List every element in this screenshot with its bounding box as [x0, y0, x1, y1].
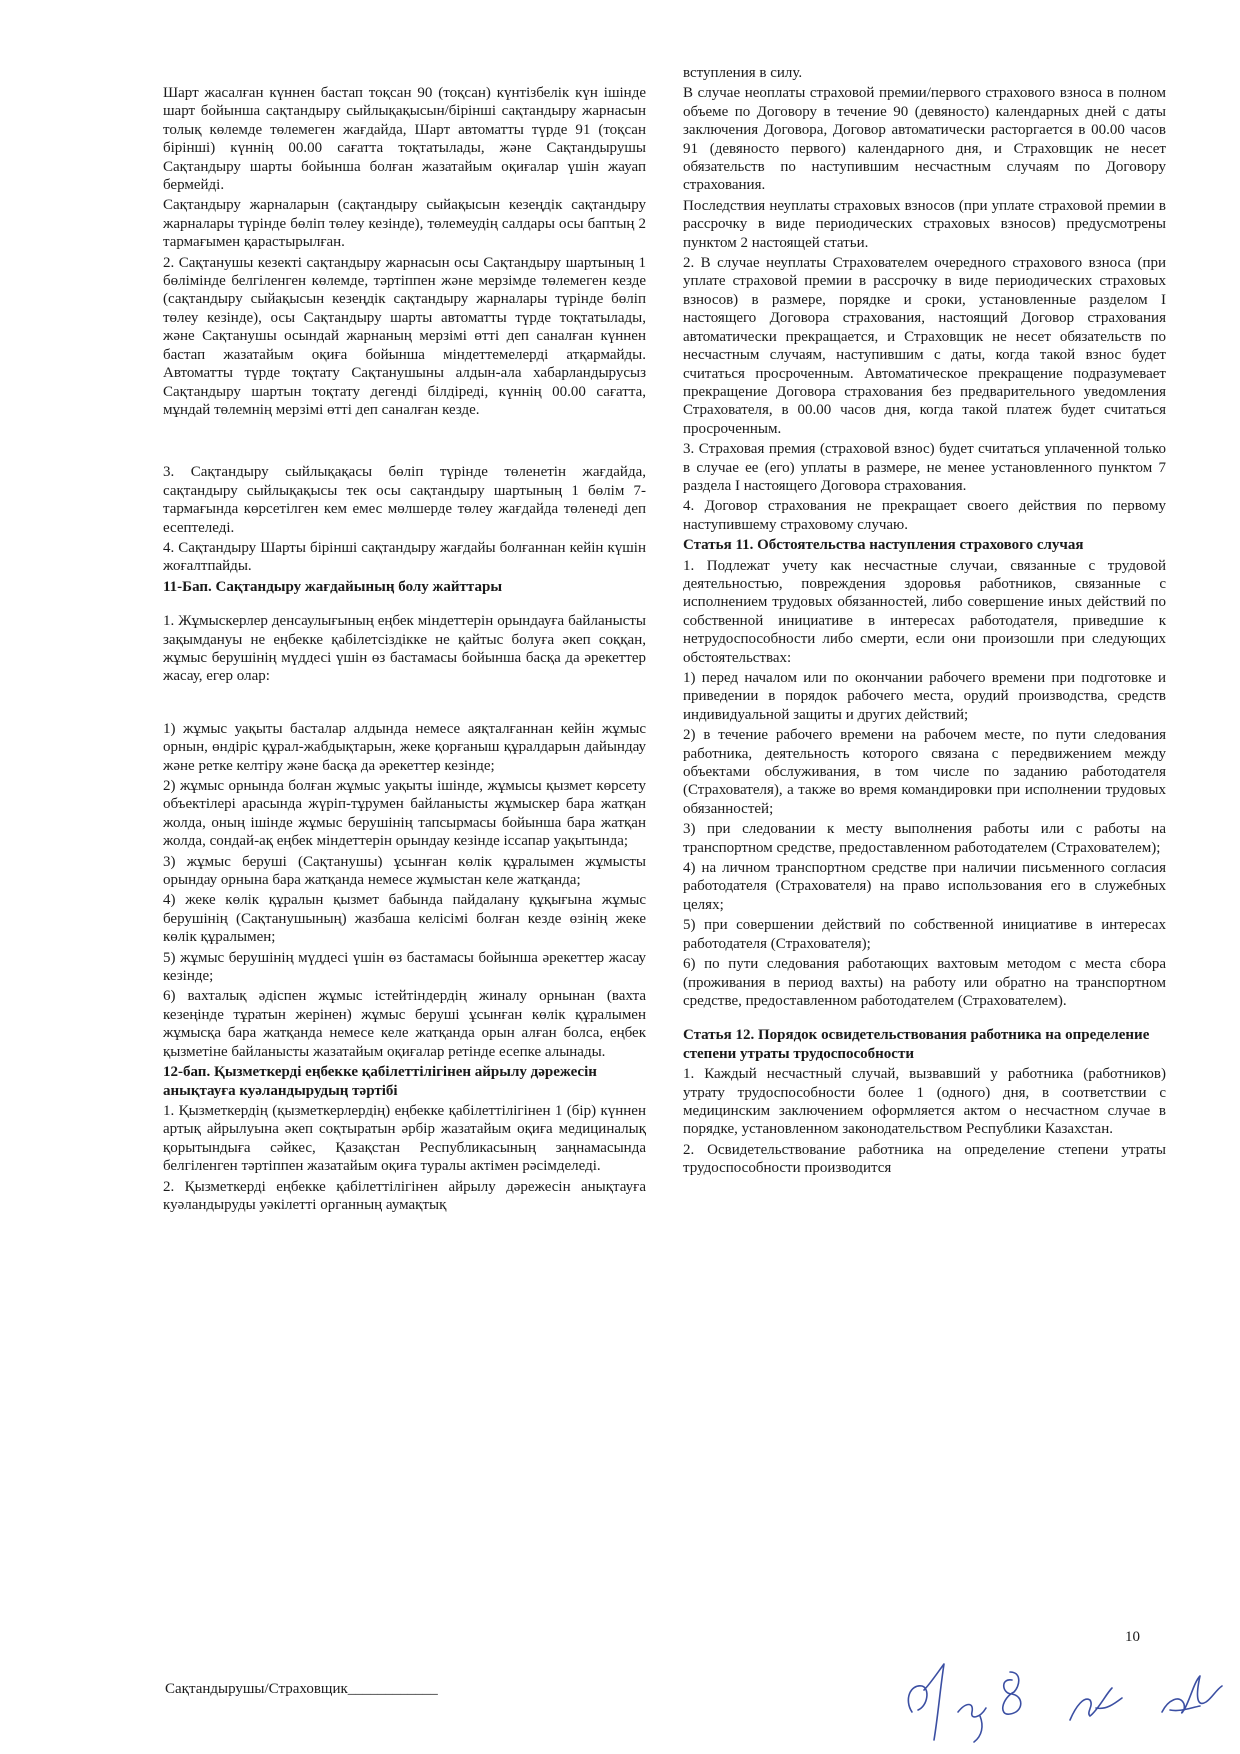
- section-heading-11: 11-Бап. Сақтандыру жағдайының болу жайттары: [163, 578, 503, 595]
- section-heading-12: Статья 12. Порядок освидетельствования работника на определение степени утраты трудоспособности: [683, 1027, 1150, 1062]
- list-item: 3) жұмыс беруші (Сақтанушы) ұсынған көлік құралымен жұмысты орындау орнына бара жатқанда немесе жұмыстан келе жатқанда;: [163, 853, 646, 889]
- list-item: 1) жұмыс уақыты басталар алдында немесе аяқталғаннан кейін жұмыс орнын, өндіріс құрал-жабдықтарын, жеке қорғаныш құралдарын дайындау және ретке келтіру және басқа да әрекеттер кезінде;: [163, 720, 646, 774]
- paragraph: 1. Жұмыскерлер денсаулығының еңбек міндеттерін орындауға байланысты зақымдануы не еңбекке қабілетсіздікке не қайтыс болуға әкеп соққан, жұмыс берушінің мүддесі үшін өз бастамасы бойынша басқа да әрекеттер жасау, егер олар:: [163, 613, 646, 685]
- paragraph: 3. Страховая премия (страховой взнос) будет считаться уплаченной только в случае ее (его) уплаты в размере, не менее установленного пунктом 7 раздела I настоящего Договора страхования.: [683, 441, 1166, 494]
- list-item: 5) при совершении действий по собственной инициативе в интересах работодателя (Страхователя);: [683, 917, 1166, 952]
- paragraph: 2. Қызметкерді еңбекке қабілеттілігінен айрылу дәрежесін анықтауға куәландыруды уәкілетті органның аумақтық: [163, 1178, 646, 1213]
- list-item: 5) жұмыс берушінің мүддесі үшін өз бастамасы бойынша әрекеттер жасау кезінде;: [163, 949, 646, 985]
- right-column-russian: [683, 64, 1166, 1180]
- paragraph: Последствия неуплаты страховых взносов (при уплате страховой премии в рассрочку в виде периодических страховых взносов) предусмотрены пунктом 2 настоящей статьи.: [683, 197, 1166, 251]
- insurer-signature-label: Сақтандырушы/Страховщик____________: [165, 1681, 438, 1697]
- list-item: 4) жеке көлік құралын қызмет бабында пайдалану құқығына жұмыс берушінің (Сақтанушының) жазбаша келісімі болған кезде өзінің жеке көлік құралымен;: [163, 892, 646, 946]
- paragraph: Шарт жасалған күннен бастап тоқсан 90 (тоқсан) күнтізбелік күн ішінде шарт бойынша сақтандыру сыйлықақысын/бірінші сақтандыру жарнасын толық көлемде төлемеген жағдайда, Шарт автоматты түрде 91 (тоқсан бірінші) күннің 00.00 сағатта тоқтатылады, және Сақтандырушы Сақтандыру шарты бойынша болған жазатайым оқиғалар үшін жауап бермейді.: [163, 85, 646, 194]
- list-item: 6) по пути следования работающих вахтовым методом с места сбора (проживания в период вахты) на работу или обратно на транспортном средстве, предоставленном работодателем (Страхователем).: [683, 956, 1166, 1009]
- paragraph: 4. Договор страхования не прекращает своего действия по первому наступившему страховому случаю.: [683, 498, 1166, 533]
- paragraph: 1. Қызметкердің (қызметкерлердің) еңбекке қабілеттілігінен 1 (бір) күннен артық айрылуына әкеп соқтыратын әрбір жазатайым оқиға медициналық қорытындыға сәйкес, Қазақстан Республикасының заңнамасында белгіленген тәртіппен жазатайым оқиға туралы актімен рәсімделеді.: [163, 1102, 646, 1175]
- handwritten-initials-signature: [900, 1650, 1230, 1750]
- paragraph: 1. Подлежат учету как несчастные случаи, связанные с трудовой деятельностью, повреждения здоровья работников, связанные с исполнением трудовых обязанностей, либо совершение иных действий по собственной инициативе в интересах работодателя, приведшие к нетрудоспособности либо смерти, если они произошли при следующих обстоятельствах:: [683, 557, 1166, 666]
- paragraph: 2. В случае неуплаты Страхователем очередного страхового взноса (при уплате страховой премии в рассрочку в виде периодических страховых взносов) в размере, порядке и сроки, установленные разделом I настоящего Договора страхования, настоящий Договор страхования автоматически прекращается, и Страховщик не несет обязательств по несчастным случаям, наступившим с даты, когда такой взнос будет считаться просроченным. Автоматическое прекращение подразумевает прекращение Договора страхования без предварительного уведомления Страхователя, в 00.00 часов дня, когда такой платеж будет считаться просроченным.: [683, 255, 1166, 437]
- list-item: 2) в течение рабочего времени на рабочем месте, по пути следования работника, деятельность которого связана с передвижением между объектами обслуживания, в том числе по заданию работодателя (Страхователя), а также во время командировки при исполнении трудовых обязанностей;: [683, 727, 1166, 817]
- list-item: 4) на личном транспортном средстве при наличии письменного согласия работодателя (Страхователя) на право использования его в служебных целях;: [683, 860, 1166, 913]
- paragraph: В случае неоплаты страховой премии/первого страхового взноса в полном объеме по Договору в течение 90 (девяносто) календарных дней с даты заключения Договора, Договор автоматически расторгается в 00.00 часов 91 (девяносто первого) календарного дня, и Страховщик не несет обязательств по наступившим несчастным случаям по Договору страхования.: [683, 85, 1166, 194]
- list-item: 2) жұмыс орнында болған жұмыс уақыты ішінде, жұмысы қызмет көрсету объектілері арасында жүріп-тұрумен байланысты жұмыскер бара жатқан жолда, оның ішінде жұмыс берушінің тапсырмасы бойынша бара жатқан жолда, сондай-ақ еңбек міндеттерін орындау кезінде іссапар уақытында;: [163, 778, 646, 850]
- paragraph: Сақтандыру жарналарын (сақтандыру сыйақысын кезеңдік сақтандыру жарналары түрінде бөліп төлеу кезінде), төлемеудің салдары осы баптың 2 тармағымен қарастырылған.: [163, 197, 646, 251]
- paragraph: вступления в силу.: [683, 65, 803, 81]
- paragraph: 1. Каждый несчастный случай, вызвавший у работника (работников) утрату трудоспособности более 1 (одного) дня, в соответствии с медицинским заключением оформляется актом о несчастном случае в порядке, установленном законодательством Республики Казахстан.: [683, 1066, 1166, 1138]
- list-item: 1) перед началом или по окончании рабочего времени при подготовке и приведении в порядок рабочего места, орудий производства, средств индивидуальной защиты и других действий;: [683, 670, 1166, 723]
- paragraph: 2. Сақтанушы кезекті сақтандыру жарнасын осы Сақтандыру шартының 1 бөлімінде белгіленген көлемде, тәртіппен және мерзімде төлемеген кезде (сақтандыру сыйақысын кезеңдік сақтандыру жарналары түрінде бөліп төлеу кезінде), осы Сақтандыру шарты автоматты түрде тоқтатылады, және Сақтанушы осындай жарнаның мерзімі өтті деп саналған күннен бастап жазатайым оқиға бойынша міндеттемелерді атқармайды. Автоматты түрде тоқтату Сақтанушыны алдын-ала хабарландырусыз Сақтандыру шартын тоқтату дегенді білдіреді, күннің 00.00 сағатта, мұндай төлемнің мерзімі өтті деп саналған кезде.: [163, 254, 646, 418]
- list-item: 3) при следовании к месту выполнения работы или с работы на транспортном средстве, предоставленном работодателем (Страхователем);: [683, 821, 1166, 856]
- paragraph: 4. Сақтандыру Шарты бірінші сақтандыру жағдайы болғаннан кейін күшін жоғалтпайды.: [163, 539, 646, 575]
- paragraph: 3. Сақтандыру сыйлықақасы бөліп түрінде төленетін жағдайда, сақтандыру сыйлықақысы тек осы сақтандыру шартының 1 бөлім 7-тармағында көрсетілген кем емес мөлшерде төлеу жағдайда төленеді деп есептеледі.: [163, 464, 646, 536]
- section-heading-11: Статья 11. Обстоятельства наступления страхового случая: [683, 537, 1084, 554]
- list-item: 6) вахталық әдіспен жұмыс істейтіндердің жиналу орнынан (вахта кезеңінде тұратын жерінен) жұмыс беруші ұсынған көлік құралымен жұмысқа бара жатқанда немесе келе жатқанда орын алған болса, еңбек қызметіне байланысты жазатайым оқиғалар ретінде есепке алынады.: [163, 988, 646, 1060]
- section-heading-12: 12-бап. Қызметкерді еңбекке қабілеттілігінен айрылу дәрежесін анықтауға куәландырудың тәртібі: [163, 1064, 597, 1099]
- left-column-kazakh: [163, 84, 646, 1216]
- page-number: 10: [1125, 1629, 1140, 1645]
- paragraph: 2. Освидетельствование работника на определение степени утраты трудоспособности производится: [683, 1141, 1166, 1177]
